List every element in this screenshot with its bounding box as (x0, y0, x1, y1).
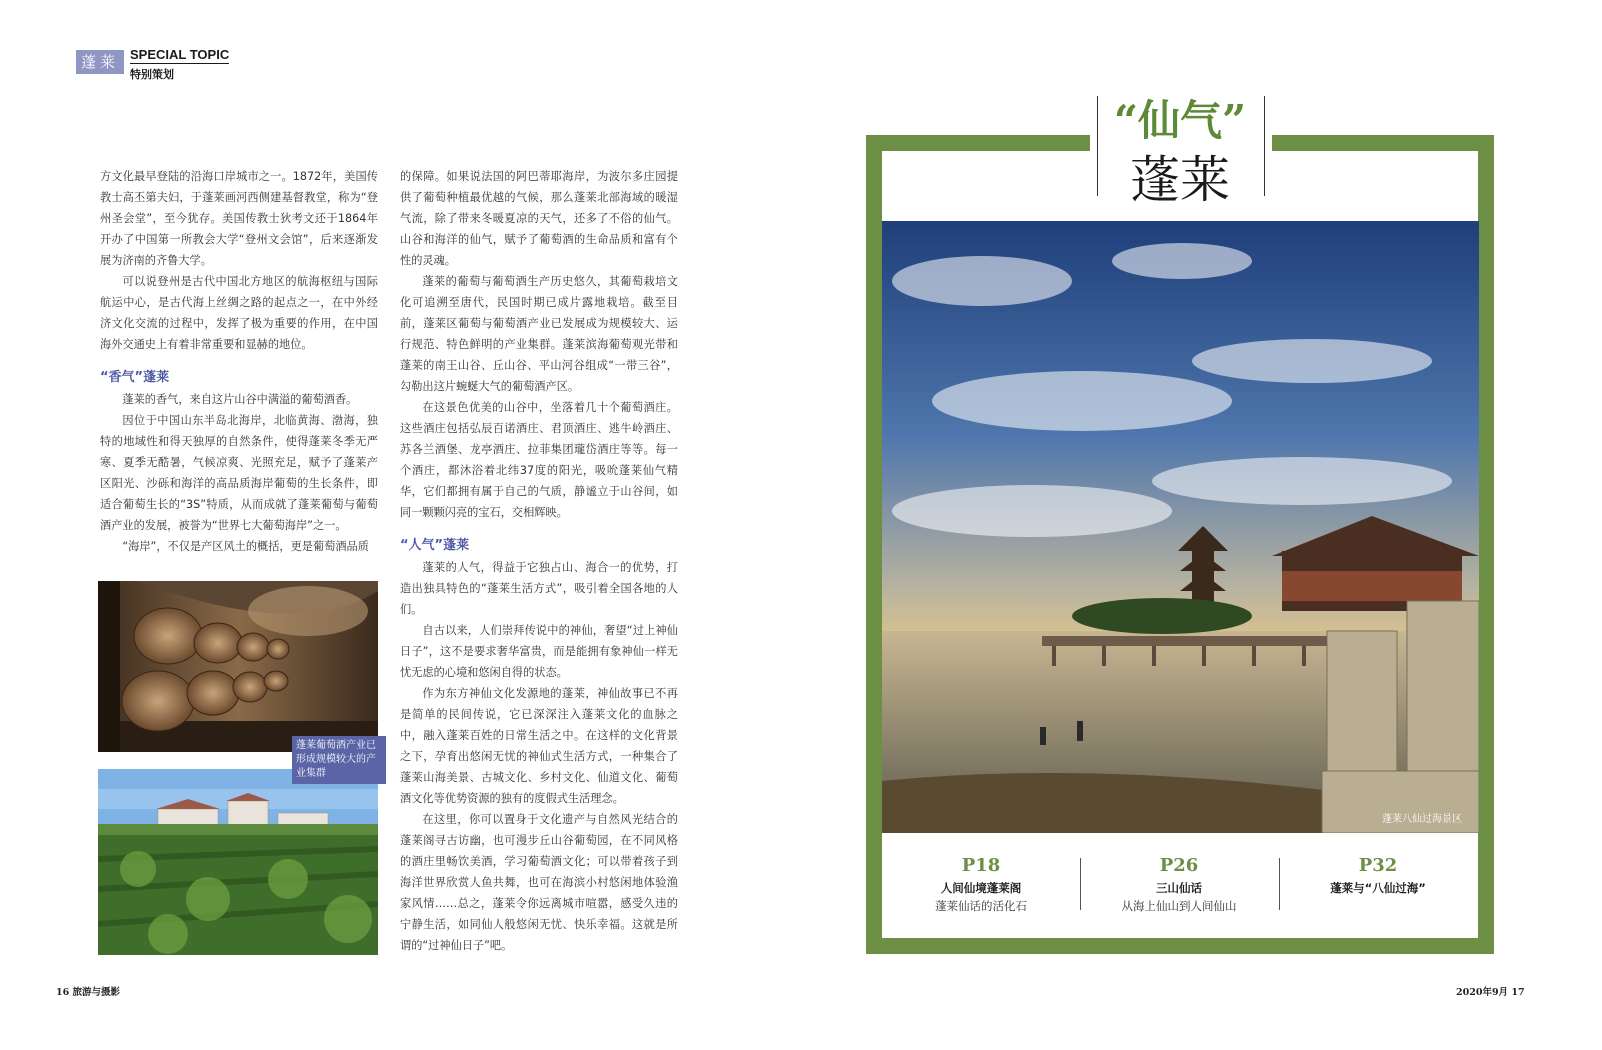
paragraph: 在这里，你可以置身于文化遗产与自然风光结合的蓬莱阁寻古访幽，也可漫步丘山谷葡萄园，在不同风格的酒庄里畅饮美酒，学习葡萄酒文化；可以带着孩子到海洋世界欣赏人鱼共舞，也可在海滨小村悠闲地体验渔家风情……总之，蓬莱令你远离城市喧嚣，感受久违的宁静生活，如同仙人般悠闲无忧、快乐幸福。这就是所谓的“过神仙日子”吧。 (400, 813, 678, 952)
section-heading: “人气”蓬莱 (400, 538, 470, 553)
toc-title: 三山仙话 (1156, 881, 1202, 895)
feature-title-quote: “仙气” (1113, 96, 1247, 145)
article-column-2 (400, 166, 678, 956)
toc-subtitle: 蓬莱仙话的活化石 (935, 899, 1027, 913)
hero-caption: 蓬莱八仙过海景区 (1382, 814, 1462, 825)
article-column-1 (100, 166, 378, 557)
vineyard-photo (98, 769, 378, 955)
paragraph: 作为东方神仙文化发源地的蓬莱，神仙故事已不再是简单的民间传说，它已深深注入蓬莱文化的血脉之中，融入蓬莱百姓的日常生活之中。在这样的文化背景之下，孕育出悠闲无忧的神仙式生活方式，一种集合了蓬莱山海美景、古城文化、乡村文化、仙道文化、葡萄酒文化等优势资源的独有的度假式生活理念。 (400, 687, 678, 805)
paragraph: 蓬莱的葡萄与葡萄酒生产历史悠久，其葡萄栽培文化可追溯至唐代，民国时期已成片露地栽培。截至目前，蓬莱区葡萄与葡萄酒产业已发展成为规模较大、运行规范、特色鲜明的产业集群。蓬莱滨海葡萄观光带和蓬莱的南王山谷、丘山谷、平山河谷组成“一带三谷”，勾勒出这片蜿蜒大气的葡萄酒产区。 (400, 275, 678, 393)
paragraph: “海岸”，不仅是产区风土的概括，更是葡萄酒品质 (122, 540, 369, 553)
paragraph: 蓬莱的人气，得益于它独占山、海合一的优势，打造出独具特色的“蓬莱生活方式”，吸引着全国各地的人们。 (400, 561, 678, 616)
paragraph: 的保障。如果说法国的阿巴蒂耶海岸，为波尔多庄园提供了葡萄种植最优越的气候，那么蓬莱北部海域的暖湿气流，除了带来冬暖夏凉的天气，还多了不俗的仙气。山谷和海洋的仙气，赋予了葡萄酒的生命品质和富有个性的灵魂。 (400, 170, 678, 267)
toc-title: 蓬莱与“八仙过海” (1330, 881, 1426, 895)
wine-cellar-photo (98, 581, 378, 752)
paragraph: 自古以来，人们崇拜传说中的神仙，奢望“过上神仙日子”，这不是要求奢华富贵，而是能拥有象神仙一样无忧无虑的心境和悠闲自得的状态。 (400, 624, 678, 679)
paragraph: 可以说登州是古代中国北方地区的航海枢纽与国际航运中心，是古代海上丝绸之路的起点之一，在中外经济文化交流的过程中，发挥了极为重要的作用，在中国海外交通史上有着非常重要和显赫的地位。 (100, 275, 378, 351)
left-folio: 16 旅游与摄影 (56, 987, 121, 998)
paragraph: 因位于中国山东半岛北海岸，北临黄海、渤海，独特的地域性和得天独厚的自然条件，使得蓬莱冬季无严寒、夏季无酷暑，气候凉爽、光照充足，赋予了蓬莱产区阳光、沙砾和海洋的高品质海岸葡萄的生长条件，即适合葡萄生长的“3S”特质，从而成就了蓬莱葡萄与葡萄酒产业的发展，被誉为“世界七大葡萄海岸”之一。 (100, 414, 378, 532)
feature-title: 蓬莱 (1130, 151, 1230, 209)
toc-item[interactable] (882, 855, 1080, 914)
hero-photo (882, 221, 1479, 833)
section-logo: 蓬莱 (76, 50, 124, 74)
paragraph: 方文化最早登陆的沿海口岸城市之一。1872年，美国传教士高丕第夫妇，于蓬莱画河西侧建基督教堂，称为“登州圣会堂”，至今犹存。美国传教士狄考文还于1864年开办了中国第一所教会大学“登州文会馆”，后来逐渐发展为济南的齐鲁大学。 (100, 170, 378, 267)
photo-caption: 蓬莱葡萄酒产业已形成规模较大的产业集群 (292, 736, 386, 784)
toc-page-number: P32 (1358, 855, 1398, 876)
section-heading: “香气”蓬莱 (100, 370, 170, 385)
section-subtitle: 特别策划 (130, 68, 174, 81)
toc-title: 人间仙境蓬莱阁 (940, 881, 1022, 895)
title-divider-left (1097, 96, 1098, 196)
right-folio: 2020年9月 17 (1456, 987, 1525, 998)
section-title: SPECIAL TOPIC (130, 47, 230, 62)
toc-item[interactable] (1080, 855, 1278, 914)
toc-item[interactable] (1279, 855, 1477, 896)
title-divider-right (1264, 96, 1265, 196)
toc-page-number: P26 (1159, 855, 1199, 876)
paragraph: 蓬莱的香气，来自这片山谷中满溢的葡萄酒香。 (122, 393, 358, 406)
toc-page-number: P18 (961, 855, 1001, 876)
toc-subtitle: 从海上仙山到人间仙山 (1121, 899, 1237, 913)
paragraph: 在这景色优美的山谷中，坐落着几十个葡萄酒庄。这些酒庄包括弘辰百诺酒庄、君顶酒庄、逃牛岭酒庄、苏各兰酒堡、龙亭酒庄、拉菲集团瓏岱酒庄等等。每一个酒庄，都沐浴着北纬37度的阳光，吸吮蓬莱仙气精华，它们都拥有属于自己的气质，静谧立于山谷间，如同一颗颗闪亮的宝石，交相辉映。 (400, 401, 678, 519)
